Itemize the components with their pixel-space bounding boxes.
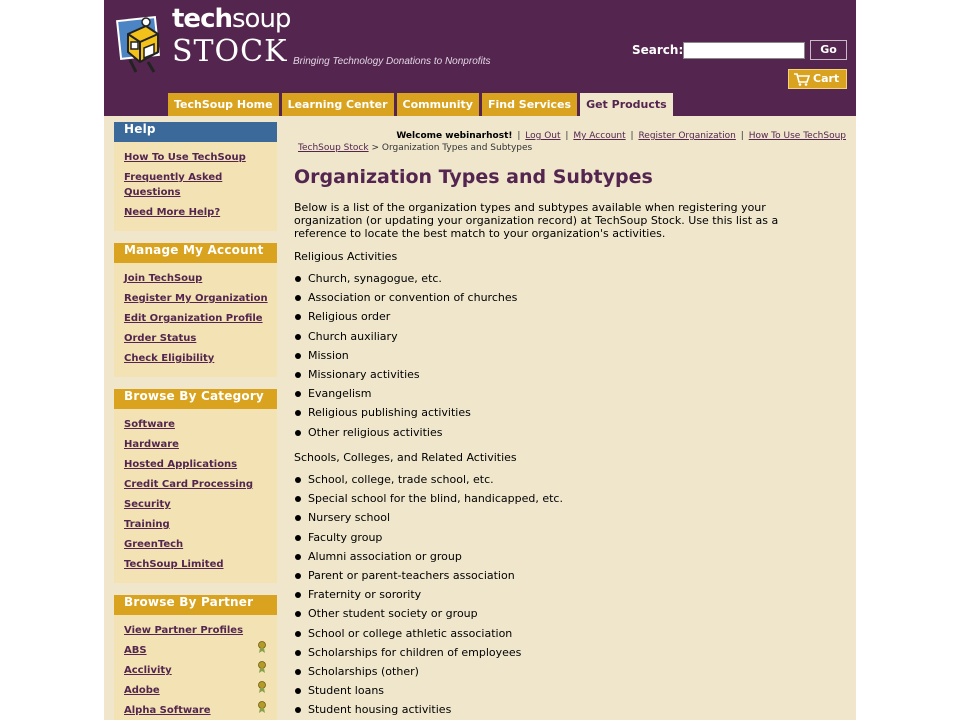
how-to-use-link[interactable]: How To Use TechSoup: [748, 131, 846, 141]
list-item: Religious publishing activities: [294, 406, 517, 425]
separator: |: [517, 131, 521, 141]
list-item: [124, 289, 269, 304]
list-item: Parent or parent-teachers association: [294, 569, 563, 588]
cart-label: Cart: [813, 72, 840, 85]
breadcrumb: [298, 143, 532, 153]
list-item: [124, 535, 269, 550]
logo-stock-text: STOCK: [172, 34, 288, 69]
category-link-credit-card[interactable]: Credit Card Processing: [124, 479, 254, 490]
religious-list: [294, 272, 517, 445]
list-item: School or college athletic association: [294, 627, 563, 646]
partner-link-view-profiles[interactable]: View Partner Profiles: [124, 625, 244, 636]
list-item: [124, 515, 269, 530]
list-item: [124, 168, 269, 198]
category-link-techsoup-limited[interactable]: TechSoup Limited: [124, 559, 224, 570]
search-go-button[interactable]: Go: [810, 40, 847, 60]
list-item: [124, 349, 269, 364]
tab-learning-center[interactable]: Learning Center: [282, 93, 394, 116]
list-item: [124, 435, 269, 450]
list-item: School, college, trade school, etc.: [294, 473, 563, 492]
techsoup-logo-icon[interactable]: [114, 12, 170, 76]
account-link-check-eligibility[interactable]: Check Eligibility: [124, 353, 215, 364]
list-item: [124, 495, 269, 510]
partner-heading: Browse By Partner: [114, 595, 277, 615]
category-link-software[interactable]: Software: [124, 419, 175, 430]
category-box: [114, 389, 277, 583]
help-link-faq[interactable]: Frequently Asked Questions: [124, 172, 223, 198]
list-item: [124, 555, 269, 570]
section-heading-religious: Religious Activities: [294, 250, 398, 263]
list-item: [124, 329, 269, 344]
list-item: Mission: [294, 349, 517, 368]
site-header: [104, 0, 856, 116]
tagline: Bringing Technology Donations to Nonprofits: [293, 56, 491, 67]
logo-soup-text: soup: [231, 4, 291, 34]
list-item: Religious order: [294, 310, 517, 329]
list-item: Student loans: [294, 684, 563, 703]
category-link-training[interactable]: Training: [124, 519, 170, 530]
list-item: [124, 621, 269, 636]
account-heading: Manage My Account: [114, 243, 277, 263]
list-item: Missionary activities: [294, 368, 517, 387]
list-item: [124, 415, 269, 430]
account-link-order-status[interactable]: Order Status: [124, 333, 197, 344]
account-box: [114, 243, 277, 377]
list-item: Evangelism: [294, 387, 517, 406]
sidebar: [114, 122, 277, 720]
list-item: Other religious activities: [294, 426, 517, 445]
logo-wordmark: [172, 4, 290, 34]
account-link-edit-profile[interactable]: Edit Organization Profile: [124, 313, 263, 324]
list-item: [124, 681, 269, 696]
help-heading: Help: [114, 122, 277, 142]
list-item: Church auxiliary: [294, 330, 517, 349]
award-ribbon-icon: [257, 701, 267, 713]
list-item: Association or convention of churches: [294, 291, 517, 310]
partner-link-adobe[interactable]: Adobe: [124, 685, 160, 696]
partner-link-abs[interactable]: ABS: [124, 645, 147, 656]
list-item: Church, synagogue, etc.: [294, 272, 517, 291]
page: [104, 0, 856, 720]
tab-get-products[interactable]: Get Products: [580, 93, 673, 116]
list-item: Faculty group: [294, 531, 563, 550]
breadcrumb-current: Organization Types and Subtypes: [381, 143, 533, 153]
my-account-link[interactable]: My Account: [573, 131, 626, 141]
list-item: [124, 475, 269, 490]
cart-button[interactable]: [788, 69, 847, 89]
list-item: Other student society or group: [294, 607, 563, 626]
separator: |: [565, 131, 569, 141]
list-item: Alumni association or group: [294, 550, 563, 569]
category-link-hardware[interactable]: Hardware: [124, 439, 179, 450]
list-item: [124, 641, 269, 656]
separator: |: [740, 131, 744, 141]
category-link-security[interactable]: Security: [124, 499, 171, 510]
partner-links: [114, 615, 277, 716]
award-ribbon-icon: [257, 641, 267, 653]
list-item: [124, 661, 269, 676]
logo-tech-text: tech: [172, 4, 232, 34]
breadcrumb-home-link[interactable]: TechSoup Stock: [298, 143, 369, 153]
category-heading: Browse By Category: [114, 389, 277, 409]
intro-paragraph: Below is a list of the organization types and subtypes available when registering your organization (or updating your organization record) at TechSoup Stock. Use this list as a reference to locate the best match to your organization's activities.: [294, 201, 779, 240]
list-item: Student housing activities: [294, 703, 563, 720]
category-link-hosted-apps[interactable]: Hosted Applications: [124, 459, 238, 470]
shopping-cart-icon: [794, 73, 810, 86]
help-link-how-to-use[interactable]: How To Use TechSoup: [124, 152, 246, 163]
list-item: [124, 203, 269, 218]
account-links: [114, 263, 277, 364]
account-link-join[interactable]: Join TechSoup: [124, 273, 203, 284]
breadcrumb-separator: >: [371, 143, 379, 153]
help-box: [114, 122, 277, 231]
list-item: Scholarships for children of employees: [294, 646, 563, 665]
schools-list: [294, 473, 563, 720]
section-heading-schools: Schools, Colleges, and Related Activities: [294, 451, 517, 464]
list-item: [124, 701, 269, 716]
main-content: [294, 130, 846, 717]
list-item: [124, 269, 269, 284]
category-links: [114, 409, 277, 570]
partner-link-alpha-software[interactable]: Alpha Software: [124, 705, 211, 716]
list-item: Special school for the blind, handicapped, etc.: [294, 492, 563, 511]
account-link-register[interactable]: Register My Organization: [124, 293, 268, 304]
category-link-greentech[interactable]: GreenTech: [124, 539, 184, 550]
welcome-text: Welcome webinarhost!: [396, 131, 513, 141]
list-item: [124, 309, 269, 324]
tab-techsoup-home[interactable]: TechSoup Home: [168, 93, 279, 116]
partner-link-acclivity[interactable]: Acclivity: [124, 665, 172, 676]
search-input[interactable]: [683, 42, 805, 59]
award-ribbon-icon: [257, 661, 267, 673]
register-organization-link[interactable]: Register Organization: [638, 131, 736, 141]
list-item: [124, 148, 269, 163]
separator: |: [630, 131, 634, 141]
help-link-need-more-help[interactable]: Need More Help?: [124, 207, 221, 218]
main-nav: [168, 93, 676, 116]
help-links: [114, 142, 277, 218]
award-ribbon-icon: [257, 681, 267, 693]
page-title: Organization Types and Subtypes: [294, 166, 653, 188]
list-item: Fraternity or sorority: [294, 588, 563, 607]
list-item: Scholarships (other): [294, 665, 563, 684]
search-label: Search:: [632, 43, 684, 57]
list-item: [124, 455, 269, 470]
partner-box: [114, 595, 277, 720]
account-bar: [294, 130, 846, 142]
log-out-link[interactable]: Log Out: [525, 131, 561, 141]
tab-find-services[interactable]: Find Services: [482, 93, 577, 116]
list-item: Nursery school: [294, 511, 563, 530]
tab-community[interactable]: Community: [397, 93, 479, 116]
